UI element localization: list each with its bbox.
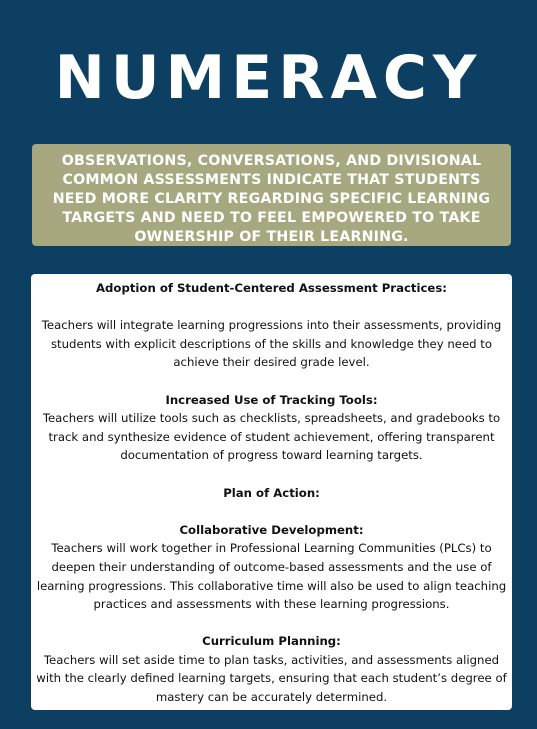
- spacer: [35, 298, 508, 317]
- tracking-heading: Increased Use of Tracking Tools:: [165, 392, 378, 407]
- content-card: [31, 274, 512, 710]
- spacer: [35, 614, 508, 633]
- spacer: [35, 502, 508, 521]
- plan-heading: Plan of Action:: [223, 485, 320, 500]
- summary-banner: OBSERVATIONS, CONVERSATIONS, AND DIVISIONAL COMMON ASSESSMENTS INDICATE THAT STUDENTS NEED MORE CLARITY REGARDING SPECIFIC LEARNING TARGETS AND NEED TO FEEL EMPOWERED TO TAKE OWNERSHIP OF THEIR LEARNING.: [32, 144, 511, 246]
- curriculum-heading: Curriculum Planning:: [202, 634, 341, 649]
- collab-body: Teachers will work together in Professional Learning Communities (PLCs) to deepen their understanding of outcome-based assessments and the use of learning progressions. This collaborative time will also be used to align teaching practices and assessments with these learning progressions.: [36, 541, 507, 612]
- collab-heading: Collaborative Development:: [179, 522, 364, 537]
- adoption-body: Teachers will integrate learning progressions into their assessments, providing students with explicit descriptions of the skills and knowledge they need to achieve their desired grade level.: [41, 318, 502, 370]
- page-title: NUMERACY: [54, 43, 483, 113]
- adoption-heading: Adoption of Student-Centered Assessment Practices:: [96, 281, 447, 295]
- spacer: [35, 465, 508, 484]
- curriculum-body: Teachers will set aside time to plan tasks, activities, and assessments aligned with the clearly defined learning targets, ensuring that each student’s degree of mastery can be accurately determined.: [36, 652, 507, 705]
- tracking-body: Teachers will utilize tools such as checklists, spreadsheets, and gradebooks to track and synthesize evidence of student achievement, offering transparent documentation of progress toward learning targets.: [42, 411, 501, 463]
- spacer: [35, 372, 508, 391]
